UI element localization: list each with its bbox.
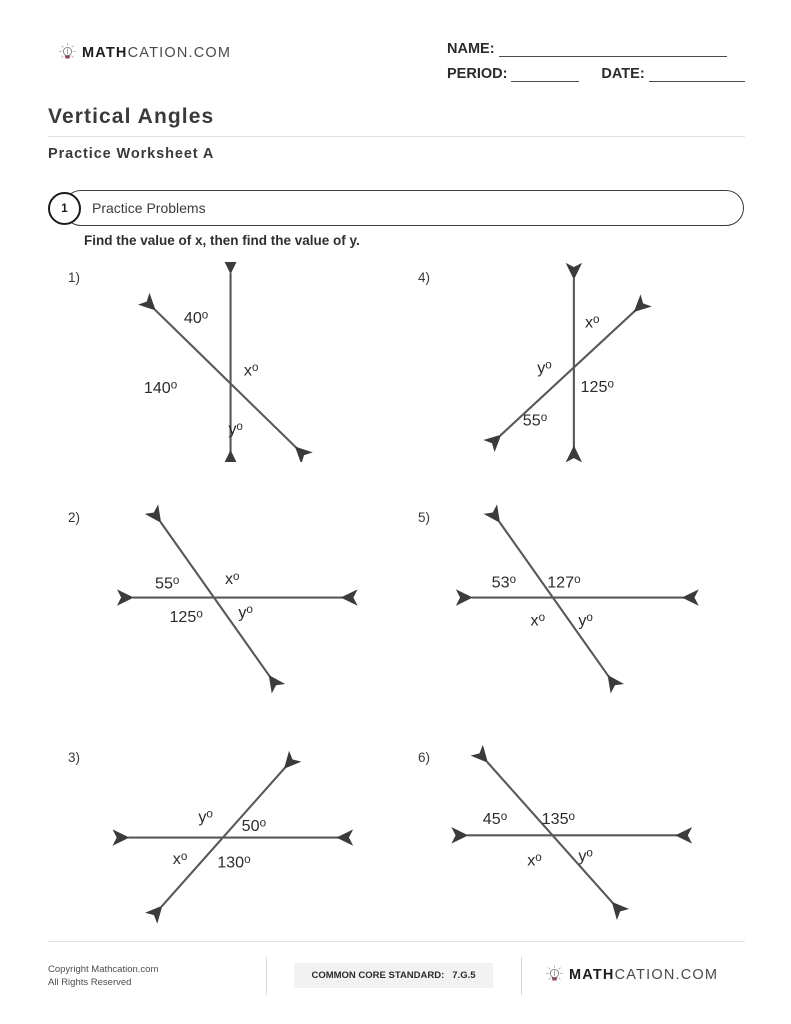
name-label: NAME: [447, 41, 495, 57]
student-info-fields [447, 32, 747, 82]
angle-diagram [410, 742, 740, 942]
page-header [0, 0, 791, 92]
angle-label-lower-right: $y^o$ [578, 610, 593, 630]
angle-label-right: $x^o$ [243, 360, 259, 380]
angle-label-lower-left: $x^o$ [172, 849, 188, 869]
angle-label-top: $x^o$ [585, 313, 600, 332]
brand-text [82, 45, 231, 61]
angle-label-upper-right: 127$^o$ [547, 573, 581, 592]
lightbulb-icon [59, 43, 76, 62]
angle-label-lower-left: $x^o$ [527, 850, 542, 870]
problem-number: 6) [418, 750, 431, 765]
copyright-text [48, 963, 158, 989]
angle-diagram [410, 262, 740, 462]
footer-separator-right [521, 957, 522, 995]
problem-2 [60, 502, 390, 732]
date-input-line[interactable] [649, 67, 745, 82]
angle-label-upper-left: 45$^o$ [482, 809, 508, 829]
brand-bold: MATH [82, 44, 128, 61]
common-core-standard-box [294, 963, 493, 988]
angle-label-upper-left: 55$^o$ [155, 574, 180, 593]
footer-brand-logo [546, 965, 718, 984]
common-core-label: COMMON CORE STANDARD: [311, 970, 445, 981]
period-label: PERIOD: [447, 66, 508, 82]
angle-label-upper-right: $x^o$ [225, 569, 240, 589]
angle-label-upper-right: 135$^o$ [541, 809, 576, 829]
page-title: Vertical Angles [48, 105, 215, 128]
problem-1 [60, 262, 390, 492]
practice-problems-label: Practice Problems [92, 200, 206, 216]
brand-light: CATION.COM [127, 44, 232, 61]
diagram-line-b [162, 766, 286, 906]
section-number-badge: 1 [48, 192, 81, 225]
worksheet-subtitle: Practice Worksheet A [48, 146, 215, 162]
angle-label-lower-right: 130$^o$ [217, 853, 251, 872]
diagram-line-b [499, 522, 609, 678]
diagram-line-b [501, 310, 637, 436]
angle-label-left: 140$^o$ [143, 378, 178, 398]
footer-divider [48, 941, 745, 942]
angle-label-lower-right: $y^o$ [578, 846, 593, 865]
angle-label-left: $y^o$ [537, 358, 552, 378]
problem-number: 5) [418, 510, 431, 525]
angle-label-bottom: $y^o$ [228, 419, 243, 439]
problem-6 [410, 742, 740, 972]
period-date-field-row [447, 57, 747, 82]
angle-diagram [60, 262, 390, 462]
angle-diagram [60, 502, 390, 702]
problem-number: 1) [68, 270, 81, 285]
header-brand-logo [59, 43, 231, 62]
angle-label-top: 40$^o$ [183, 308, 209, 328]
problem-number: 2) [68, 510, 81, 525]
copyright-line-2: All Rights Reserved [48, 977, 132, 988]
name-field-row [447, 32, 747, 57]
page-footer [0, 955, 791, 1000]
brand-text [569, 967, 718, 983]
angle-label-lower-left: 125$^o$ [169, 607, 203, 626]
angle-diagram [410, 502, 740, 702]
problem-3 [60, 742, 390, 972]
angle-label-upper-left: 53$^o$ [491, 573, 517, 592]
problem-number: 3) [68, 750, 81, 765]
common-core-code: 7.G.5 [452, 970, 476, 981]
diagram-line-b [161, 522, 271, 678]
problem-number: 4) [418, 270, 431, 285]
problem-4 [410, 262, 740, 492]
title-divider [48, 136, 745, 137]
angle-diagram [60, 742, 390, 942]
name-input-line[interactable] [499, 42, 727, 57]
period-input-line[interactable] [511, 67, 579, 82]
brand-light: CATION.COM [614, 966, 719, 983]
instruction-text: Find the value of x, then find the value of y. [84, 233, 360, 248]
footer-separator-left [266, 957, 267, 995]
angle-label-bottom: 55$^o$ [522, 410, 548, 430]
problem-5 [410, 502, 740, 732]
date-label: DATE: [601, 66, 645, 82]
brand-bold: MATH [569, 966, 615, 983]
angle-label-upper-right: 50$^o$ [241, 816, 267, 835]
diagram-line-b [487, 762, 614, 904]
angle-label-lower-right: $y^o$ [238, 603, 253, 622]
angle-label-right: 125$^o$ [580, 377, 614, 396]
angle-label-lower-left: $x^o$ [530, 610, 546, 630]
angle-label-upper-left: $y^o$ [198, 807, 213, 826]
copyright-line-1: Copyright Mathcation.com [48, 964, 159, 975]
lightbulb-icon [546, 965, 563, 984]
